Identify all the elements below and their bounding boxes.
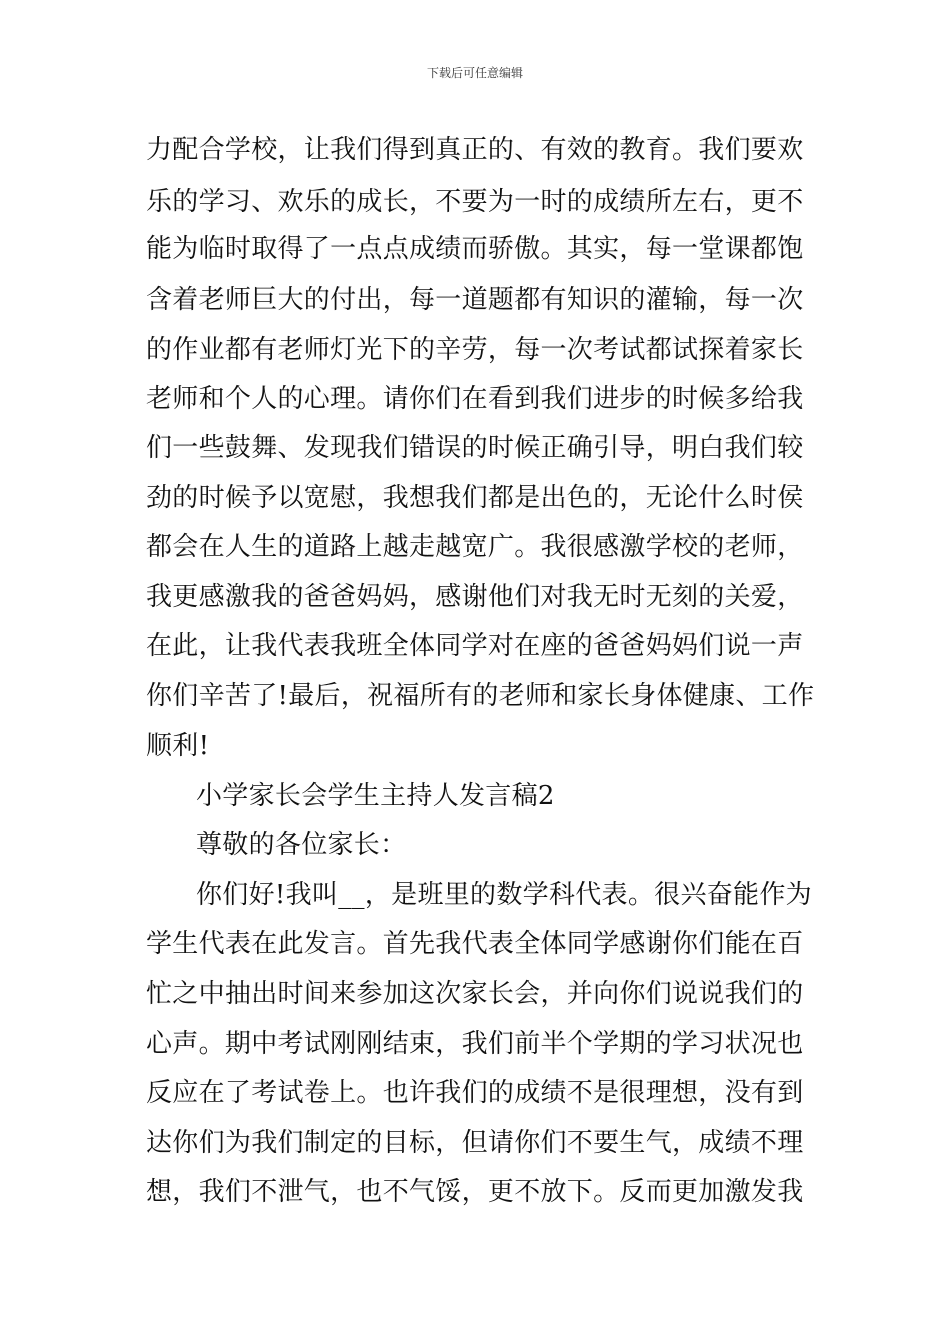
body-line: 忙之中抽出时间来参加这次家长会，并向你们说说我们的 xyxy=(146,979,804,1009)
body-line: 想，我们不泄气，也不气馁，更不放下。反而更加激发我 xyxy=(146,1177,804,1207)
body-line: 劲的时候予以宽慰，我想我们都是出色的，无论什么时侯 xyxy=(146,483,804,513)
body-line: 你们好!我叫__，是班里的数学科代表。很兴奋能作为 xyxy=(196,880,812,910)
body-line: 力配合学校，让我们得到真正的、有效的教育。我们要欢 xyxy=(146,135,804,165)
section-heading: 小学家长会学生主持人发言稿2 xyxy=(196,781,555,811)
body-line: 的作业都有老师灯光下的辛劳，每一次考试都试探着家长 xyxy=(146,335,804,365)
body-line: 你们辛苦了!最后，祝福所有的老师和家长身体健康、工作 xyxy=(146,681,815,711)
body-line: 乐的学习、欢乐的成长，不要为一时的成绩所左右，更不 xyxy=(146,187,804,217)
body-line: 含着老师巨大的付出，每一道题都有知识的灌输，每一次 xyxy=(146,285,804,315)
body-line: 们一些鼓舞、发现我们错误的时候正确引导，明白我们较 xyxy=(146,433,804,463)
body-line: 在此，让我代表我班全体同学对在座的爸爸妈妈们说一声 xyxy=(146,631,804,661)
salutation: 尊敬的各位家长： xyxy=(196,830,407,860)
body-line: 能为临时取得了一点点成绩而骄傲。其实，每一堂课都饱 xyxy=(146,234,804,264)
body-line: 都会在人生的道路上越走越宽广。我很感激学校的老师， xyxy=(146,532,804,562)
body-line: 老师和个人的心理。请你们在看到我们进步的时候多给我 xyxy=(146,384,804,414)
body-line: 学生代表在此发言。首先我代表全体同学感谢你们能在百 xyxy=(146,929,804,959)
body-line: 达你们为我们制定的目标，但请你们不要生气，成绩不理 xyxy=(146,1128,804,1158)
body-line: 反应在了考试卷上。也许我们的成绩不是很理想，没有到 xyxy=(146,1078,804,1108)
body-line: 我更感激我的爸爸妈妈，感谢他们对我无时无刻的关爱， xyxy=(146,582,804,612)
body-line: 顺利! xyxy=(146,731,210,761)
page-header: 下载后可任意编辑 xyxy=(426,66,523,80)
body-line: 心声。期中考试刚刚结束，我们前半个学期的学习状况也 xyxy=(146,1029,804,1059)
